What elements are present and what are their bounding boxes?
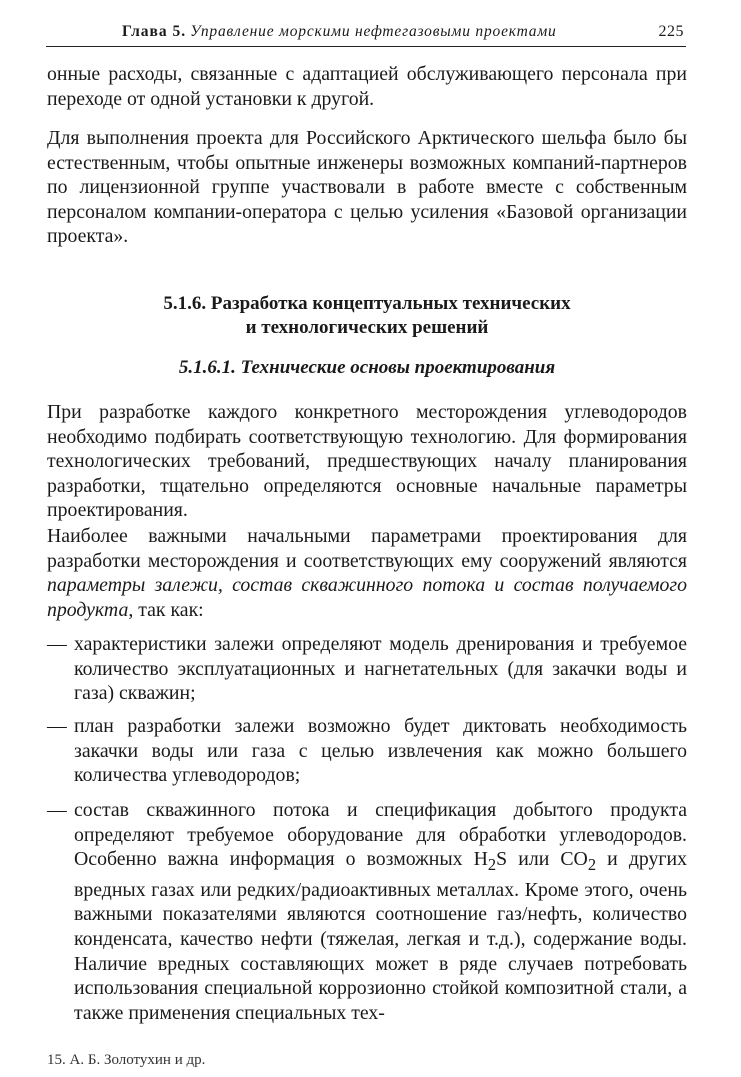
list-item-text: план разработки залежи возможно будет диктовать необходимость закачки воды или газа с целью извлечения как можно большего количества углеводородов;	[74, 715, 687, 787]
list-item	[47, 714, 687, 788]
paragraph-continued: онные расходы, связанные с адаптацией обслуживающего персонала при переходе от одной установки к другой.	[47, 63, 687, 110]
list-item	[47, 798, 687, 1025]
list-item-text-a: состав скважинного потока и спецификация добытого продукта определяют требуемое оборудование для обработки углеводородов. Особенно важна информация о возможных H	[74, 799, 687, 871]
paragraph-parameters-start: Наиболее важными начальными параметрами проектирования для разработки месторождения и соответствующих ему сооружений являются	[47, 525, 687, 572]
list-item-text	[74, 798, 687, 1025]
section-heading-line2: и технологических решений	[245, 317, 489, 338]
paragraph-arctic-shelf: Для выполнения проекта для Российского Арктического шельфа было бы естественным, чтобы опытные инженеры возможных компаний-партнеров по лицензионной группе участвовали в работе вместе с собственным персоналом компании-оператора с целью усиления «Базовой организации проекта».	[47, 127, 687, 248]
list-item-text-c: и других вредных газах или редких/радиоактивных металлах. Кроме этого, очень важными показателями являются соотношение газ/нефть, количество конденсата, качество нефти (тяжелая, легкая и т.д.), содержание воды. Наличие вредных составляющих может в ряде случаев потребовать использования специальной коррозионно стойкой композитной стали, а также применения специальных тех-	[74, 848, 687, 1024]
subscript-h2s: 2	[487, 855, 497, 875]
page-number: 225	[658, 23, 684, 40]
running-header	[46, 22, 686, 47]
subsection-heading: 5.1.6.1. Технические основы проектирования	[178, 357, 556, 378]
list-dash: —	[47, 799, 67, 821]
list-item	[47, 632, 687, 706]
chapter-name: Управление морскими нефтегазовыми проектами	[190, 23, 557, 40]
list-item-text-b: S или CO	[496, 848, 588, 871]
chapter-label: Глава 5.	[122, 23, 187, 40]
list-dash: —	[47, 715, 67, 737]
signature-mark: 15. А. Б. Золотухин и др.	[47, 1052, 206, 1068]
paragraph-parameters-end: , так как:	[128, 598, 204, 621]
paragraph-parameters-italic: параметры залежи, состав скважинного потока и состав получаемого продукта	[47, 574, 687, 621]
paragraph-technology: При разработке каждого конкретного месторождения углеводородов необходимо подбирать соответствующую технологию. Для формирования технологических требований, предшествующих началу планирования разработки, тщательно определяются основные начальные параметры проектирования.	[47, 401, 687, 522]
chapter-title	[122, 22, 557, 42]
section-heading	[47, 292, 687, 340]
paragraph-parameters	[47, 524, 687, 622]
subscript-co2: 2	[587, 855, 597, 875]
list-item-text: характеристики залежи определяют модель дренирования и требуемое количество эксплуатационных и нагнетательных (для закачки воды и газа) скважин;	[74, 633, 687, 705]
section-heading-line1: 5.1.6. Разработка концептуальных технических	[163, 293, 571, 314]
list-dash: —	[47, 633, 67, 655]
